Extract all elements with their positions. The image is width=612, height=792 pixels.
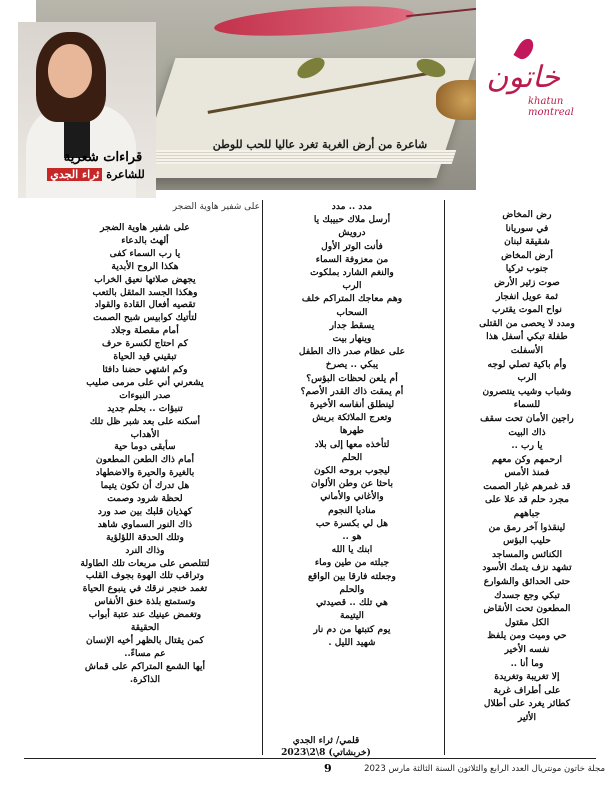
poem-line: مجرد حلم قد علا على [484, 494, 569, 506]
poem-line: ذاك النور السماوي شاهد [97, 518, 193, 530]
poem-line: أمام ذاك الطعن المطعون [95, 454, 195, 466]
signature-date: (خربشاتي) 8\2\2023 [281, 748, 371, 758]
poem-line: أم يلعن لحظات البؤس؟ [306, 372, 398, 384]
poem-line: السحاب [336, 306, 368, 318]
poem-line: يوم كتبتها من دم نار [313, 623, 391, 635]
poem-line: المطعون تحت الأنقاض [483, 603, 571, 615]
poem-line: أمام مقصلة وجلاد [111, 325, 179, 337]
poem-line: هو .. [342, 531, 362, 543]
poem-line: طفلة تبكي أسفل هذا [486, 331, 568, 343]
poem-line: من معزوفة السماء [315, 253, 389, 265]
poem-line: الحقيقة [130, 622, 160, 634]
poem-line: لينقذوا آخر رمق من [488, 521, 566, 533]
poem-line: لتأتيك كوابيس شبح الصمت [93, 312, 197, 324]
poem-line: كم احتاج لكسرة حرف [101, 338, 189, 350]
column-divider [262, 200, 263, 755]
poem-line: مدد .. مدد [331, 201, 373, 212]
poem-line: تغمد خنجر نرقك في ينبوع الحياة [82, 583, 208, 595]
banner-caption: شاعرة من أرض الغربة تغرد عاليا للحب للوطن [212, 138, 428, 151]
header-banner [0, 0, 612, 190]
poem-line: هل لي بكسرة حب [315, 517, 389, 529]
column-divider [444, 200, 445, 755]
poem-column-right [452, 208, 602, 725]
poem-title: على شفير هاوية الضجر [172, 202, 260, 212]
poem-line: حي وميت ومن يلفظ [487, 630, 567, 642]
poem-line: على أطراف غربة [493, 684, 561, 696]
poem-line: لحظة شرود وصمت [107, 493, 183, 505]
poem-line: تبكي وجع جسدك [494, 589, 560, 601]
poem-line: يشعرني أني على مرمى صليب [86, 376, 204, 388]
poem-line: الأثير [517, 711, 537, 723]
poem-line: صوت زئير الأرض [494, 276, 560, 288]
poem-line: وجعلته فارقا بين الواقع [308, 570, 396, 582]
poem-line: نواح الموت يقترب [492, 304, 562, 316]
poem-line: الرب [342, 280, 362, 292]
poem-line: حليب البؤس [503, 535, 551, 547]
poem-line: هكذا الروح الأبدية [111, 260, 179, 272]
poem-line: وتستمتع بلذة خنق الأنفاس [94, 596, 196, 608]
poem-line: صدر النبوءات [119, 389, 171, 401]
poem-line: وتلك الحدقة اللؤلؤية [106, 531, 184, 543]
poem-line: على عظام صدر ذاك الطفل [298, 346, 406, 358]
signature-line: قلمي/ ثراء الجدي [292, 736, 360, 746]
poem-line: لينطلق أنفاسه الأخيرة [309, 399, 395, 411]
poem-line: وتغمض عينيك عند عتبة أبواب [88, 609, 202, 621]
poem-line: سأبقى دوما حية [114, 441, 176, 453]
poem-line: ألهث بالدعاء [121, 234, 169, 246]
poem-column-left [40, 222, 250, 687]
poem-line: في سوريانا [505, 222, 549, 234]
poem-line: عم مساءً.. [124, 647, 166, 659]
poem-line: يسقط جدار [329, 319, 375, 331]
poem-line: للسماء [513, 399, 541, 411]
footer-rule [24, 758, 596, 759]
poem-line: وكم اشتهي حضنا دافئا [102, 363, 188, 375]
poem-line: بالغيرة والحيرة والاضطهاد [95, 467, 195, 479]
poem-line: تنبؤات .. بحلم جديد [107, 402, 183, 414]
poem-line: لتتلصص على مربعات تلك الطاولة [80, 557, 210, 569]
feather-icon [513, 36, 536, 62]
poem-line: ومدد لا يحصى من القتلى [479, 317, 575, 329]
poem-line: وتراقب تلك الهوة بجوف القلب [85, 570, 205, 582]
poem-line: كطائر يغرد على أطلال [483, 698, 571, 710]
poem-line: أرض المخاض [501, 249, 553, 261]
poem-line: درويش [338, 227, 366, 239]
poem-line: قد غمرهم غبار الصمت [483, 480, 571, 492]
poem-line: وما أنا .. [510, 657, 544, 669]
poem-line: وذاك النرد [125, 544, 165, 556]
dried-rose [436, 80, 476, 120]
poem-line: الأسفلت [510, 344, 544, 356]
page-number: 9 [324, 762, 332, 775]
poem-line: وشباب وشيب ينتصرون [482, 385, 572, 397]
poem-line: يبكي .. يصرخ [325, 359, 379, 371]
poet-prefix: للشاعرة [106, 168, 145, 181]
poem-line: يجهض صلاتها نعيق الخراب [94, 273, 196, 285]
poem-line: ابنك يا الله [331, 544, 373, 556]
poem-line: جنوب تركيا [505, 263, 549, 275]
poem-line: وهكذا الجسد المثقل بالتعب [92, 286, 198, 298]
poem-line: وتعرج الملائكة بريش [312, 412, 392, 424]
poem-line: وأم باكية تصلي لوجه [487, 358, 567, 370]
poem-line: راجين الأمان تحت سقف [480, 412, 574, 424]
poem-line: أرسل ملاك حبيبك يا [313, 214, 391, 226]
poem-line: الكنائس والمساجد [491, 548, 563, 560]
poem-line: وهم معاجك المتراكم خلف [301, 293, 403, 305]
poem-line: ثمة عويل انفجار [496, 290, 558, 302]
poem-line: تبقيني قيد الحياة [113, 351, 177, 363]
poet-label [36, 168, 156, 181]
magazine-logo [488, 38, 578, 118]
poem-line: رض المخاض [502, 209, 552, 220]
page-footer [0, 760, 612, 784]
poem-line: فأنت الوتر الأول [321, 240, 383, 252]
poem-line: مناديا النجوم [328, 504, 376, 516]
poem-line: نفسه الأخير [504, 644, 550, 655]
poem-line: ذاك البيت [508, 426, 546, 438]
quill-feather [213, 1, 414, 41]
poem-line: هل تدرك أن تكون يتيما [100, 480, 190, 492]
poem-line: تشهد نزف يتمك الأسود [482, 562, 572, 574]
poem-line: والحلم [339, 583, 365, 595]
poem-line: يا رب .. [511, 440, 543, 452]
poem-line: على شفير هاوية الضجر [100, 222, 190, 233]
poem-line: تقصيه أفعال القادة والقواد [94, 299, 196, 311]
poem-line: والأغاني والأماني [320, 491, 384, 503]
poem-line: طهرها [339, 425, 365, 437]
poem-line: الأهداب [130, 428, 160, 440]
poem-column-middle [264, 200, 440, 649]
poem-line: باحثا عن وطن الألوان [310, 478, 394, 490]
poem-line: لتأخذه معها إلى بلاد [314, 438, 390, 450]
footer-text: مجلة خاتون مونتريال العدد الرابع والثلاثون السنة الثالثة مارس 2023 [364, 764, 605, 774]
poem-line: جبلته من طين وماء [314, 557, 390, 569]
poem-line: حتى الحدائق والشوارع [483, 576, 571, 588]
signature [266, 735, 386, 759]
poem-line: إلا تغريبة وتغريدة [494, 671, 560, 683]
poet-name: ثراء الجدي [47, 168, 102, 181]
poem-line: وينهار بيت [332, 333, 372, 345]
poem-line: والنغم الشارد بملكوت [310, 267, 394, 279]
poem-line: الرب [517, 372, 537, 384]
poem-line: الحلم [341, 451, 363, 463]
poem-line: يا رب السماء كفى [109, 247, 181, 259]
logo-text: خاتون [486, 60, 560, 95]
poem-line: كهذيان قلبك بين صد ورد [97, 505, 193, 517]
poem-line: الذاكرة. [129, 673, 161, 685]
poem-line: أيها الشمع المتراكم على قماش [84, 660, 206, 672]
poem-line: هي تلك .. قصيدتي [315, 597, 388, 609]
logo-subtext: khatun montreal [528, 96, 574, 118]
poem-line: فمنذ الأمس [504, 467, 550, 479]
poem-line: أسكنه على بعد شبر ظل تلك [89, 415, 201, 427]
poem-line: الكل مقتول [504, 616, 550, 628]
poem-line: أم يمقت ذاك القدر الأصم؟ [300, 385, 404, 397]
poem-line: ارحمهم وكن معهم [491, 453, 563, 465]
poem-line: شهيد الليل . [328, 636, 376, 648]
poem-line: شقيقة لبنان [504, 236, 550, 248]
poem-line: اليتيمة [340, 610, 364, 622]
poem-line: كمن يقتال بالظهر أخيه الإنسان [86, 635, 204, 646]
reading-label: قراءات شعرية [63, 150, 143, 165]
poem-line: جباههم [513, 508, 541, 520]
poem-line: ليجوب بروحه الكون [314, 465, 390, 477]
